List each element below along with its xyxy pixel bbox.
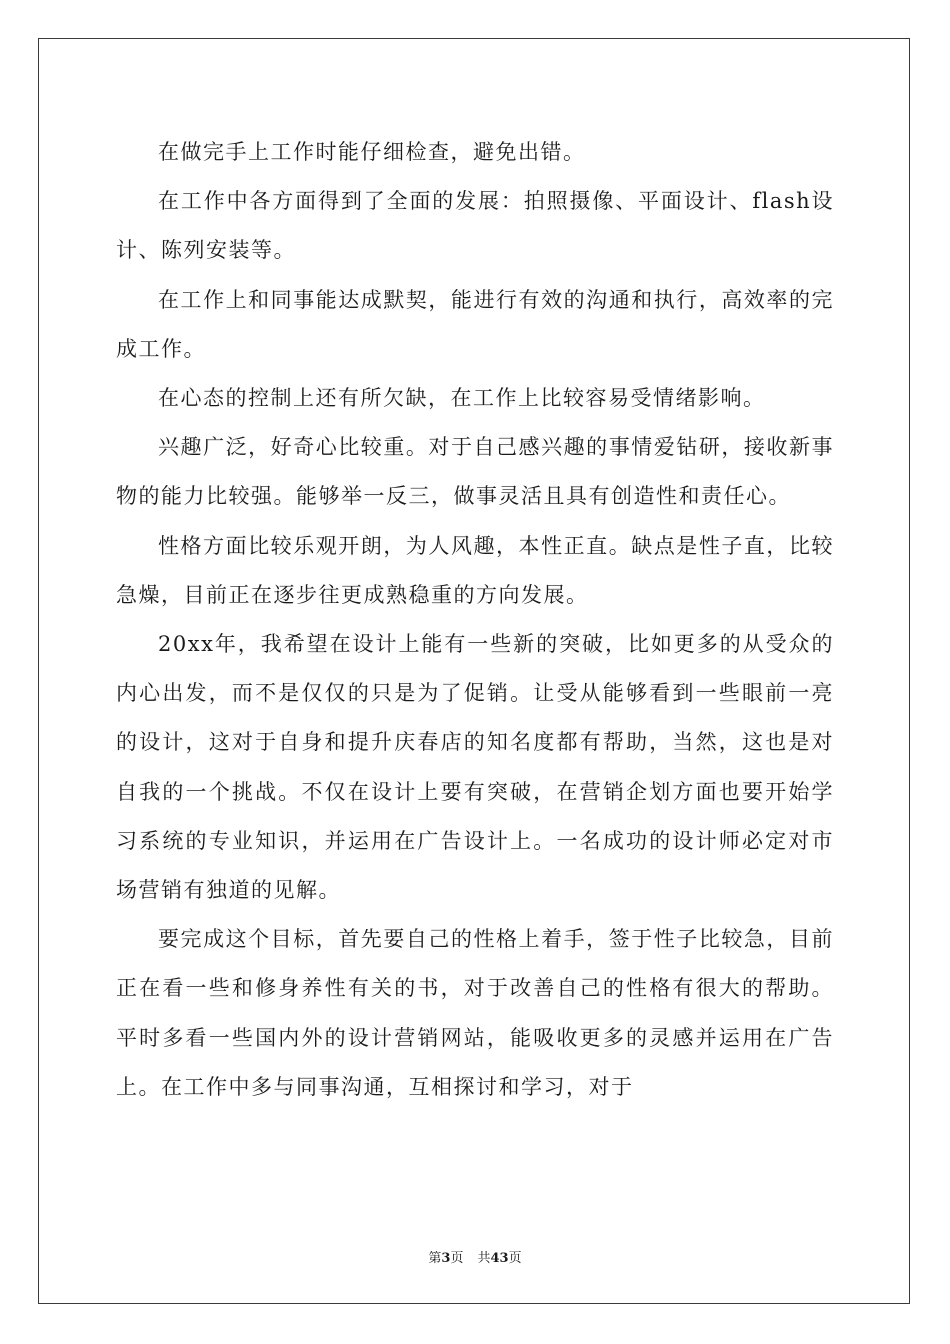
- footer-total-suffix: 页: [508, 1251, 522, 1266]
- document-body: [116, 128, 834, 1112]
- paragraph: 兴趣广泛，好奇心比较重。对于自己感兴趣的事情爱钻研，接收新事物的能力比较强。能够举一反三，做事灵活且具有创造性和责任心。: [116, 435, 834, 509]
- paragraph: 20xx年，我希望在设计上能有一些新的突破，比如更多的从受众的内心出发，而不是仅仅的只是为了促销。让受从能够看到一些眼前一亮的设计，这对于自身和提升庆春店的知名度都有帮助，当然，这也是对自我的一个挑战。不仅在设计上要有突破，在营销企划方面也要开始学习系统的专业知识，并运用在广告设计上。一名成功的设计师必定对市场营销有独道的见解。: [116, 632, 834, 903]
- footer-page-suffix: 页: [450, 1251, 464, 1266]
- footer-page-prefix: 第: [428, 1251, 442, 1266]
- footer-total-pages: 43: [490, 1251, 509, 1266]
- paragraph: 在做完手上工作时能仔细检查，避免出错。: [158, 140, 586, 164]
- paragraph: 性格方面比较乐观开朗，为人风趣，本性正直。缺点是性子直，比较急燥，目前正在逐步往更成熟稳重的方向发展。: [116, 533, 834, 607]
- paragraph: 在工作中各方面得到了全面的发展：拍照摄像、平面设计、flash设计、陈列安装等。: [116, 189, 834, 263]
- footer-total-prefix: 共: [477, 1251, 491, 1266]
- paragraph: 在工作上和同事能达成默契，能进行有效的沟通和执行，高效率的完成工作。: [116, 287, 834, 361]
- page-footer: [0, 1247, 950, 1266]
- paragraph: 要完成这个目标，首先要自己的性格上着手，签于性子比较急，目前正在看一些和修身养性有关的书，对于改善自己的性格有很大的帮助。平时多看一些国内外的设计营销网站，能吸收更多的灵感并运用在广告上。在工作中多与同事沟通，互相探讨和学习，对于: [116, 927, 834, 1099]
- paragraph: 在心态的控制上还有所欠缺，在工作上比较容易受情绪影响。: [158, 386, 766, 411]
- footer-page-number: 3: [441, 1251, 451, 1266]
